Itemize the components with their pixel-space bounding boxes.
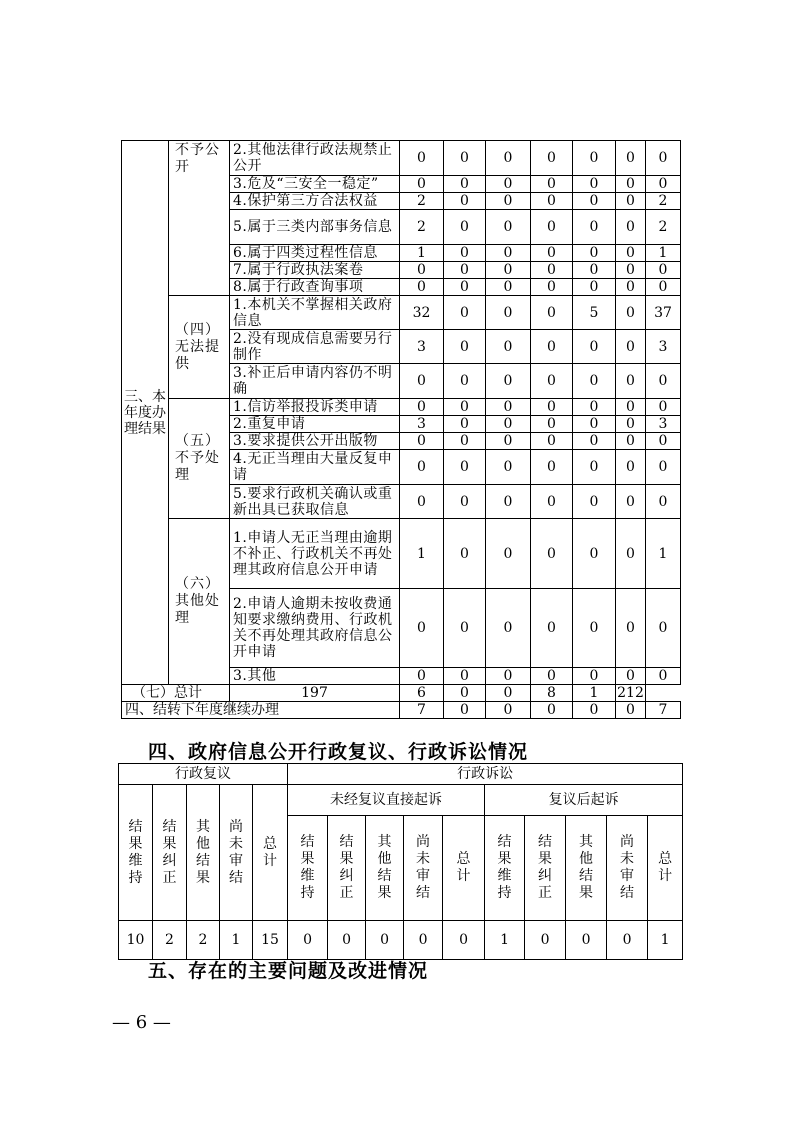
section3-label: 三、本年度办理结果 [122, 141, 169, 685]
row-value: 0 [573, 485, 616, 519]
litigation-header: 行政诉讼 [288, 764, 683, 785]
row-value: 0 [531, 399, 573, 416]
carryover-value: 0 [573, 702, 616, 719]
row-value: 0 [531, 279, 573, 296]
after-value: 1 [648, 921, 683, 960]
row-label: 1.本机关不掌握相关政府信息 [230, 296, 400, 330]
row-value: 0 [444, 450, 486, 485]
page-number: — 6 — [112, 1012, 171, 1033]
row-value: 0 [646, 262, 681, 279]
row-value: 0 [573, 668, 616, 685]
direct-value: 0 [328, 921, 366, 960]
result-row [122, 519, 681, 589]
row-value: 0 [400, 399, 444, 416]
after-col-3: 尚 未 审 结 [607, 816, 648, 921]
row-value: 0 [444, 245, 486, 262]
after-value: 0 [525, 921, 566, 960]
row-value: 1 [400, 245, 444, 262]
row-value: 0 [646, 279, 681, 296]
row-value: 0 [444, 330, 486, 364]
row-value: 0 [531, 364, 573, 399]
after-col-2: 其 他 结 果 [566, 816, 607, 921]
row-value: 0 [646, 176, 681, 193]
row-label: 4.无正当理由大量反复申请 [230, 450, 400, 485]
row-value: 0 [616, 279, 646, 296]
group-label: （六）其他处理 [169, 519, 230, 685]
direct-col-1: 结 果 纠 正 [328, 816, 366, 921]
row-value: 0 [573, 245, 616, 262]
row-value: 5 [573, 296, 616, 330]
row-value: 0 [616, 262, 646, 279]
row-value: 2 [400, 193, 444, 210]
row-value: 0 [616, 668, 646, 685]
row-value: 0 [400, 668, 444, 685]
row-value: 0 [531, 519, 573, 589]
row-value: 0 [400, 433, 444, 450]
row-value: 0 [573, 210, 616, 245]
carryover-value: 0 [444, 702, 486, 719]
section4-heading: 四、政府信息公开行政复议、行政诉讼情况 [148, 741, 529, 763]
row-value: 0 [531, 210, 573, 245]
row-value: 0 [531, 416, 573, 433]
row-value: 0 [486, 589, 531, 668]
row-value: 0 [573, 193, 616, 210]
row-value: 0 [486, 399, 531, 416]
row-value: 0 [444, 176, 486, 193]
row-value: 0 [531, 485, 573, 519]
row-label: 1.信访举报投诉类申请 [230, 399, 400, 416]
row-value: 0 [444, 485, 486, 519]
total-value: 0 [486, 685, 531, 702]
row-value: 0 [531, 296, 573, 330]
after-value: 1 [485, 921, 525, 960]
row-value: 0 [646, 668, 681, 685]
row-label: 2.其他法律行政法规禁止公开 [230, 141, 400, 176]
row-value: 32 [400, 296, 444, 330]
review-value: 1 [220, 921, 253, 960]
row-value: 0 [486, 668, 531, 685]
total-value: 8 [531, 685, 573, 702]
direct-col-0: 结 果 维 持 [288, 816, 328, 921]
after-review-header: 复议后起诉 [485, 785, 683, 816]
row-value: 0 [573, 450, 616, 485]
row-value: 0 [531, 245, 573, 262]
row-value: 1 [400, 519, 444, 589]
row-value: 1 [646, 245, 681, 262]
row-label: 4.保护第三方合法权益 [230, 193, 400, 210]
total-row [122, 685, 681, 702]
row-value: 0 [486, 210, 531, 245]
row-value: 3 [646, 416, 681, 433]
row-value: 0 [531, 668, 573, 685]
result-row [122, 296, 681, 330]
group-label: （五）不予处理 [169, 399, 230, 519]
row-value: 0 [531, 262, 573, 279]
row-value: 0 [616, 364, 646, 399]
row-value: 0 [486, 330, 531, 364]
row-value: 0 [486, 433, 531, 450]
row-value: 0 [486, 296, 531, 330]
row-label: 8.属于行政查询事项 [230, 279, 400, 296]
direct-value: 0 [404, 921, 443, 960]
row-value: 3 [400, 330, 444, 364]
row-value: 0 [531, 589, 573, 668]
row-value: 0 [616, 519, 646, 589]
row-value: 0 [646, 141, 681, 176]
row-value: 0 [486, 364, 531, 399]
row-value: 0 [616, 485, 646, 519]
row-label: 2.没有现成信息需要另行制作 [230, 330, 400, 364]
results-table [121, 140, 681, 719]
row-label: 3.补正后申请内容仍不明确 [230, 364, 400, 399]
review-col-2: 其 他 结 果 [187, 785, 220, 921]
group-label: 不予公开 [169, 141, 230, 296]
row-value: 0 [444, 193, 486, 210]
row-value: 0 [646, 485, 681, 519]
row-value: 0 [531, 450, 573, 485]
row-value: 0 [646, 433, 681, 450]
row-label: 5.属于三类内部事务信息 [230, 210, 400, 245]
row-value: 0 [573, 399, 616, 416]
row-value: 0 [616, 141, 646, 176]
row-value: 0 [616, 399, 646, 416]
row-value: 2 [400, 210, 444, 245]
total-value: 0 [444, 685, 486, 702]
row-value: 37 [646, 296, 681, 330]
row-value: 0 [486, 485, 531, 519]
row-value: 0 [486, 262, 531, 279]
row-value: 0 [531, 433, 573, 450]
total-value: 1 [573, 685, 616, 702]
total-value: 212 [617, 685, 644, 701]
row-value: 0 [486, 519, 531, 589]
review-col-3: 尚 未 审 结 [220, 785, 253, 921]
review-litigation-table [118, 763, 683, 960]
row-label: 2.重复申请 [230, 416, 400, 433]
row-value: 0 [573, 416, 616, 433]
row-value: 0 [444, 296, 486, 330]
direct-suit-header: 未经复议直接起诉 [288, 785, 485, 816]
result-row [122, 141, 681, 176]
row-value: 0 [486, 141, 531, 176]
direct-value: 0 [366, 921, 404, 960]
result-row [122, 399, 681, 416]
total-value: 6 [400, 685, 444, 702]
carryover-row [122, 702, 681, 719]
row-value: 0 [486, 279, 531, 296]
row-value: 0 [444, 668, 486, 685]
row-value: 0 [573, 262, 616, 279]
row-value: 0 [573, 141, 616, 176]
group-label: （四）无法提供 [169, 296, 230, 399]
row-value: 0 [444, 589, 486, 668]
carryover-label: 四、结转下年度继续办理 [122, 702, 400, 719]
row-value: 0 [444, 141, 486, 176]
row-value: 0 [531, 193, 573, 210]
row-value: 0 [444, 433, 486, 450]
review-header: 行政复议 [119, 764, 288, 785]
row-value: 0 [573, 279, 616, 296]
row-value: 0 [444, 262, 486, 279]
direct-value: 0 [443, 921, 485, 960]
total-label: （七）总计 [122, 685, 230, 702]
review-value: 10 [119, 921, 153, 960]
row-value: 0 [616, 589, 646, 668]
row-value: 0 [616, 450, 646, 485]
carryover-value: 0 [616, 702, 646, 719]
row-label: 6.属于四类过程性信息 [230, 245, 400, 262]
after-value: 0 [607, 921, 648, 960]
row-label: 5.要求行政机关确认或重新出具已获取信息 [230, 485, 400, 519]
row-label: 3.其他 [230, 668, 400, 685]
row-value: 0 [444, 279, 486, 296]
after-col-0: 结 果 维 持 [485, 816, 525, 921]
row-value: 0 [573, 433, 616, 450]
row-value: 0 [616, 330, 646, 364]
row-value: 0 [444, 519, 486, 589]
row-value: 0 [616, 210, 646, 245]
row-label: 7.属于行政执法案卷 [230, 262, 400, 279]
row-value: 0 [646, 364, 681, 399]
row-value: 0 [573, 176, 616, 193]
review-col-1: 结 果 纠 正 [153, 785, 187, 921]
row-value: 0 [616, 433, 646, 450]
row-value: 0 [531, 176, 573, 193]
row-value: 0 [444, 210, 486, 245]
row-value: 0 [400, 589, 444, 668]
after-col-1: 结 果 纠 正 [525, 816, 566, 921]
total-value: 197 [230, 685, 400, 702]
section5-heading: 五、存在的主要问题及改进情况 [148, 960, 429, 982]
row-value: 0 [400, 450, 444, 485]
row-value: 0 [646, 450, 681, 485]
row-value: 0 [573, 364, 616, 399]
direct-value: 0 [288, 921, 328, 960]
row-value: 0 [400, 485, 444, 519]
row-value: 0 [646, 589, 681, 668]
row-value: 0 [400, 279, 444, 296]
after-value: 0 [566, 921, 607, 960]
row-value: 0 [616, 416, 646, 433]
row-value: 0 [486, 416, 531, 433]
carryover-value: 0 [486, 702, 531, 719]
review-col-4: 总 计 [253, 785, 288, 921]
row-value: 3 [646, 330, 681, 364]
row-value: 0 [573, 589, 616, 668]
review-value: 15 [253, 921, 288, 960]
review-col-0: 结 果 维 持 [119, 785, 153, 921]
row-value: 0 [573, 519, 616, 589]
row-value: 2 [646, 210, 681, 245]
carryover-value: 7 [400, 702, 444, 719]
review-value: 2 [187, 921, 220, 960]
row-value: 0 [400, 176, 444, 193]
row-label: 1.申请人无正当理由逾期不补正、行政机关不再处理其政府信息公开申请 [230, 519, 400, 589]
row-value: 0 [400, 364, 444, 399]
row-value: 1 [646, 519, 681, 589]
row-label: 2.申请人逾期未按收费通知要求缴纳费用、行政机关不再处理其政府信息公开申请 [230, 589, 400, 668]
row-value: 0 [444, 364, 486, 399]
carryover-value: 7 [646, 702, 681, 719]
row-value: 0 [616, 176, 646, 193]
row-value: 0 [573, 330, 616, 364]
row-value: 0 [531, 141, 573, 176]
row-value: 0 [444, 416, 486, 433]
carryover-value: 0 [531, 702, 573, 719]
direct-col-4: 总 计 [443, 816, 485, 921]
row-value: 0 [486, 193, 531, 210]
row-value: 0 [646, 399, 681, 416]
row-value: 0 [616, 245, 646, 262]
review-value: 2 [153, 921, 187, 960]
row-value: 0 [400, 141, 444, 176]
after-col-4: 总 计 [648, 816, 683, 921]
row-value: 0 [486, 245, 531, 262]
row-value: 3 [400, 416, 444, 433]
row-value: 0 [486, 450, 531, 485]
row-value: 0 [486, 176, 531, 193]
results-table-body [122, 141, 681, 719]
row-value: 0 [444, 399, 486, 416]
row-value: 2 [646, 193, 681, 210]
direct-col-3: 尚 未 审 结 [404, 816, 443, 921]
row-value: 0 [616, 296, 646, 330]
direct-col-2: 其 他 结 果 [366, 816, 404, 921]
row-label: 3.要求提供公开出版物 [230, 433, 400, 450]
row-label: 3.危及“三安全一稳定” [230, 176, 400, 193]
row-value: 0 [400, 262, 444, 279]
row-value: 0 [531, 330, 573, 364]
row-value: 0 [616, 193, 646, 210]
